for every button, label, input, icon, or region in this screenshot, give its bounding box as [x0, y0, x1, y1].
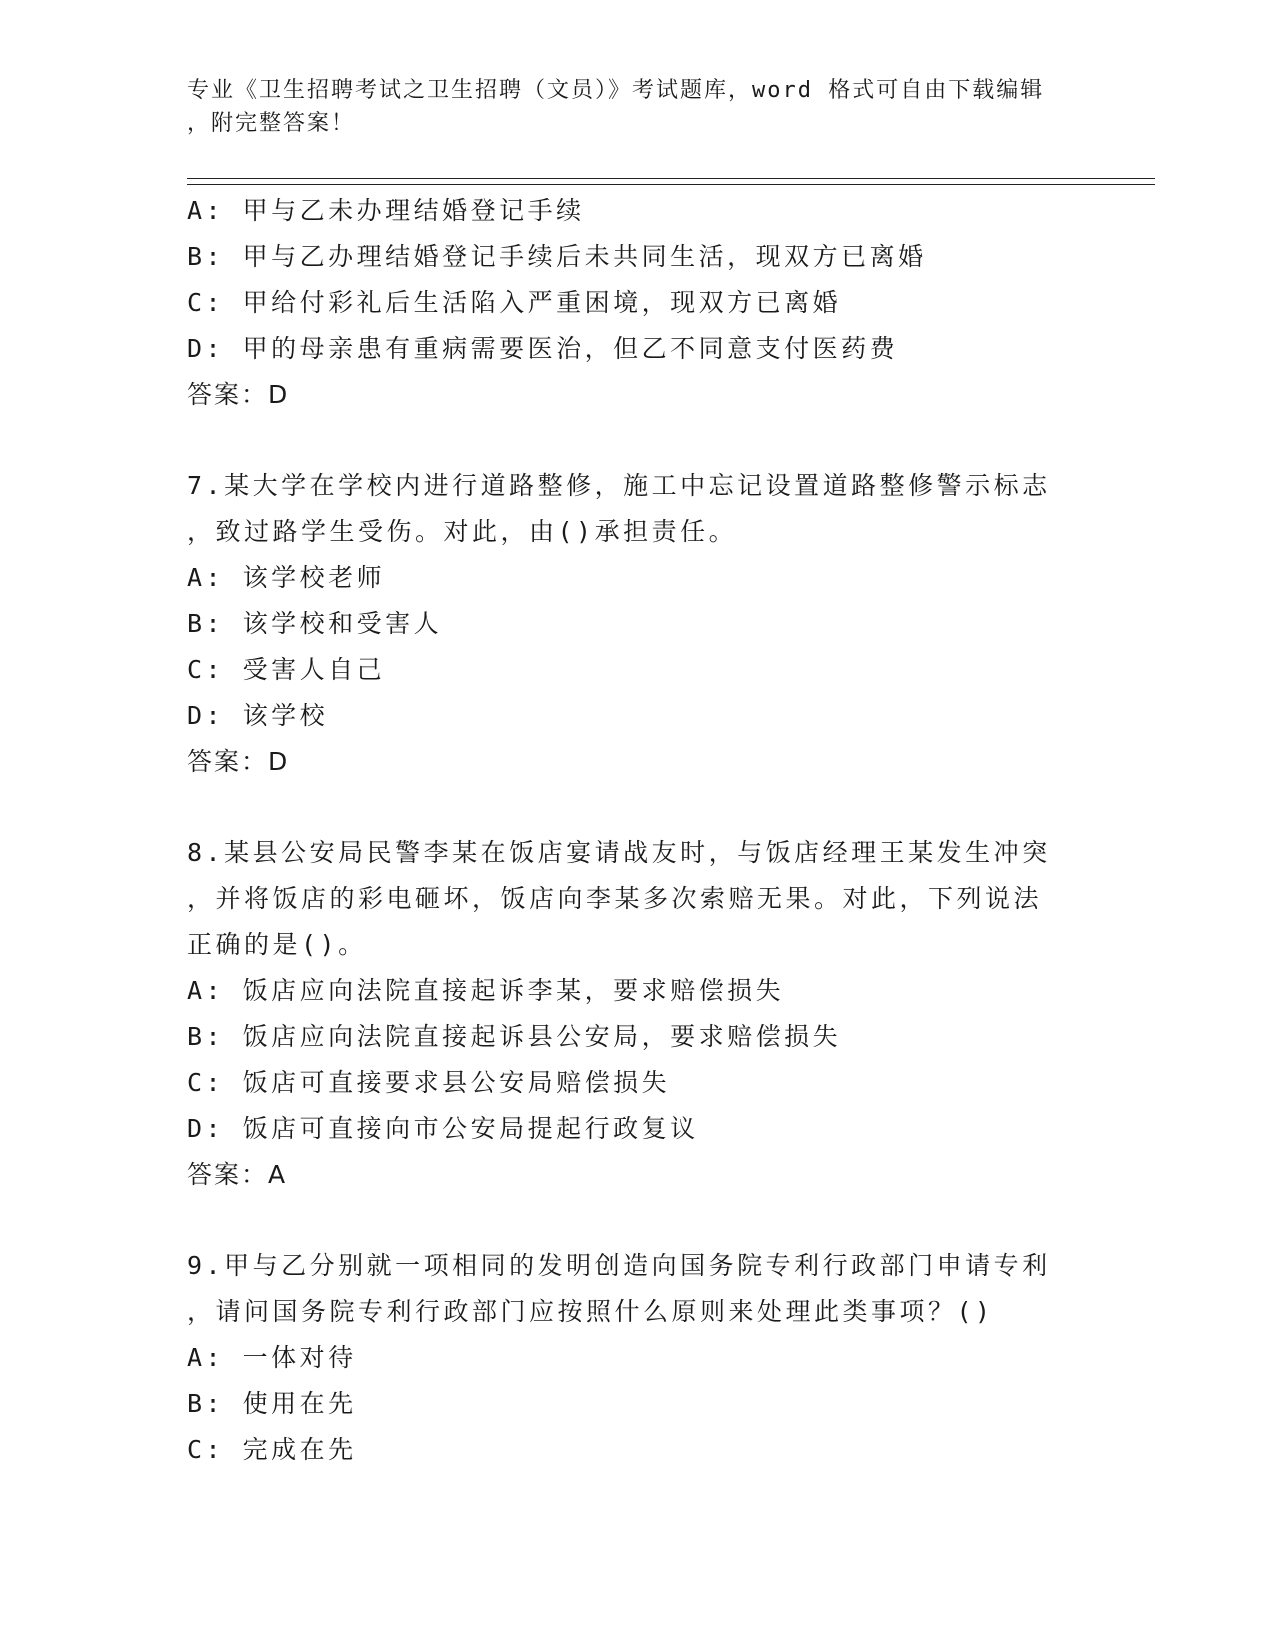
option-b: B: 使用在先: [187, 1389, 357, 1418]
header-divider-top: [187, 178, 1155, 179]
answer: 答案：A: [187, 1160, 288, 1189]
option-c: C: 饭店可直接要求县公安局赔偿损失: [187, 1068, 671, 1097]
option-c: C: 甲给付彩礼后生活陷入严重困境，现双方已离婚: [187, 288, 842, 317]
question-6-tail: [187, 188, 1087, 418]
option-a: A: 甲与乙未办理结婚登记手续: [187, 196, 585, 225]
option-b: B: 甲与乙办理结婚登记手续后未共同生活，现双方已离婚: [187, 242, 927, 271]
answer: 答案：D: [187, 747, 290, 776]
question-stem-line: 正确的是()。: [187, 930, 367, 959]
option-a: A: 该学校老师: [187, 563, 386, 592]
option-c: C: 完成在先: [187, 1435, 357, 1464]
question-8: [187, 830, 1087, 1198]
option-d: D: 该学校: [187, 701, 329, 730]
question-9: [187, 1243, 1087, 1473]
question-stem-line: 9.甲与乙分别就一项相同的发明创造向国务院专利行政部门申请专利: [187, 1251, 1051, 1280]
question-stem-line: 7.某大学在学校内进行道路整修，施工中忘记设置道路整修警示标志: [187, 471, 1051, 500]
document-header: [187, 74, 1087, 140]
question-7: [187, 463, 1087, 785]
option-d: D: 甲的母亲患有重病需要医治，但乙不同意支付医药费: [187, 334, 899, 363]
question-stem-line: ，请问国务院专利行政部门应按照什么原则来处理此类事项？(): [187, 1297, 994, 1326]
question-stem-line: 8.某县公安局民警李某在饭店宴请战友时，与饭店经理王某发生冲突: [187, 838, 1051, 867]
header-divider-bottom: [187, 184, 1155, 185]
document-body: [187, 188, 1087, 1473]
option-a: A: 饭店应向法院直接起诉李某，要求赔偿损失: [187, 976, 785, 1005]
option-b: B: 该学校和受害人: [187, 609, 443, 638]
option-d: D: 饭店可直接向市公安局提起行政复议: [187, 1114, 699, 1143]
option-b: B: 饭店应向法院直接起诉县公安局，要求赔偿损失: [187, 1022, 842, 1051]
question-stem-line: ，并将饭店的彩电砸坏，饭店向李某多次索赔无果。对此，下列说法: [187, 884, 1043, 913]
option-c: C: 受害人自己: [187, 655, 386, 684]
option-a: A: 一体对待: [187, 1343, 357, 1372]
question-stem-line: ，致过路学生受伤。对此，由()承担责任。: [187, 517, 738, 546]
header-line-1: 专业《卫生招聘考试之卫生招聘（文员）》考试题库，word 格式可自由下载编辑: [187, 78, 1045, 103]
answer: 答案：D: [187, 380, 290, 409]
header-line-2: ，附完整答案！: [187, 111, 356, 136]
